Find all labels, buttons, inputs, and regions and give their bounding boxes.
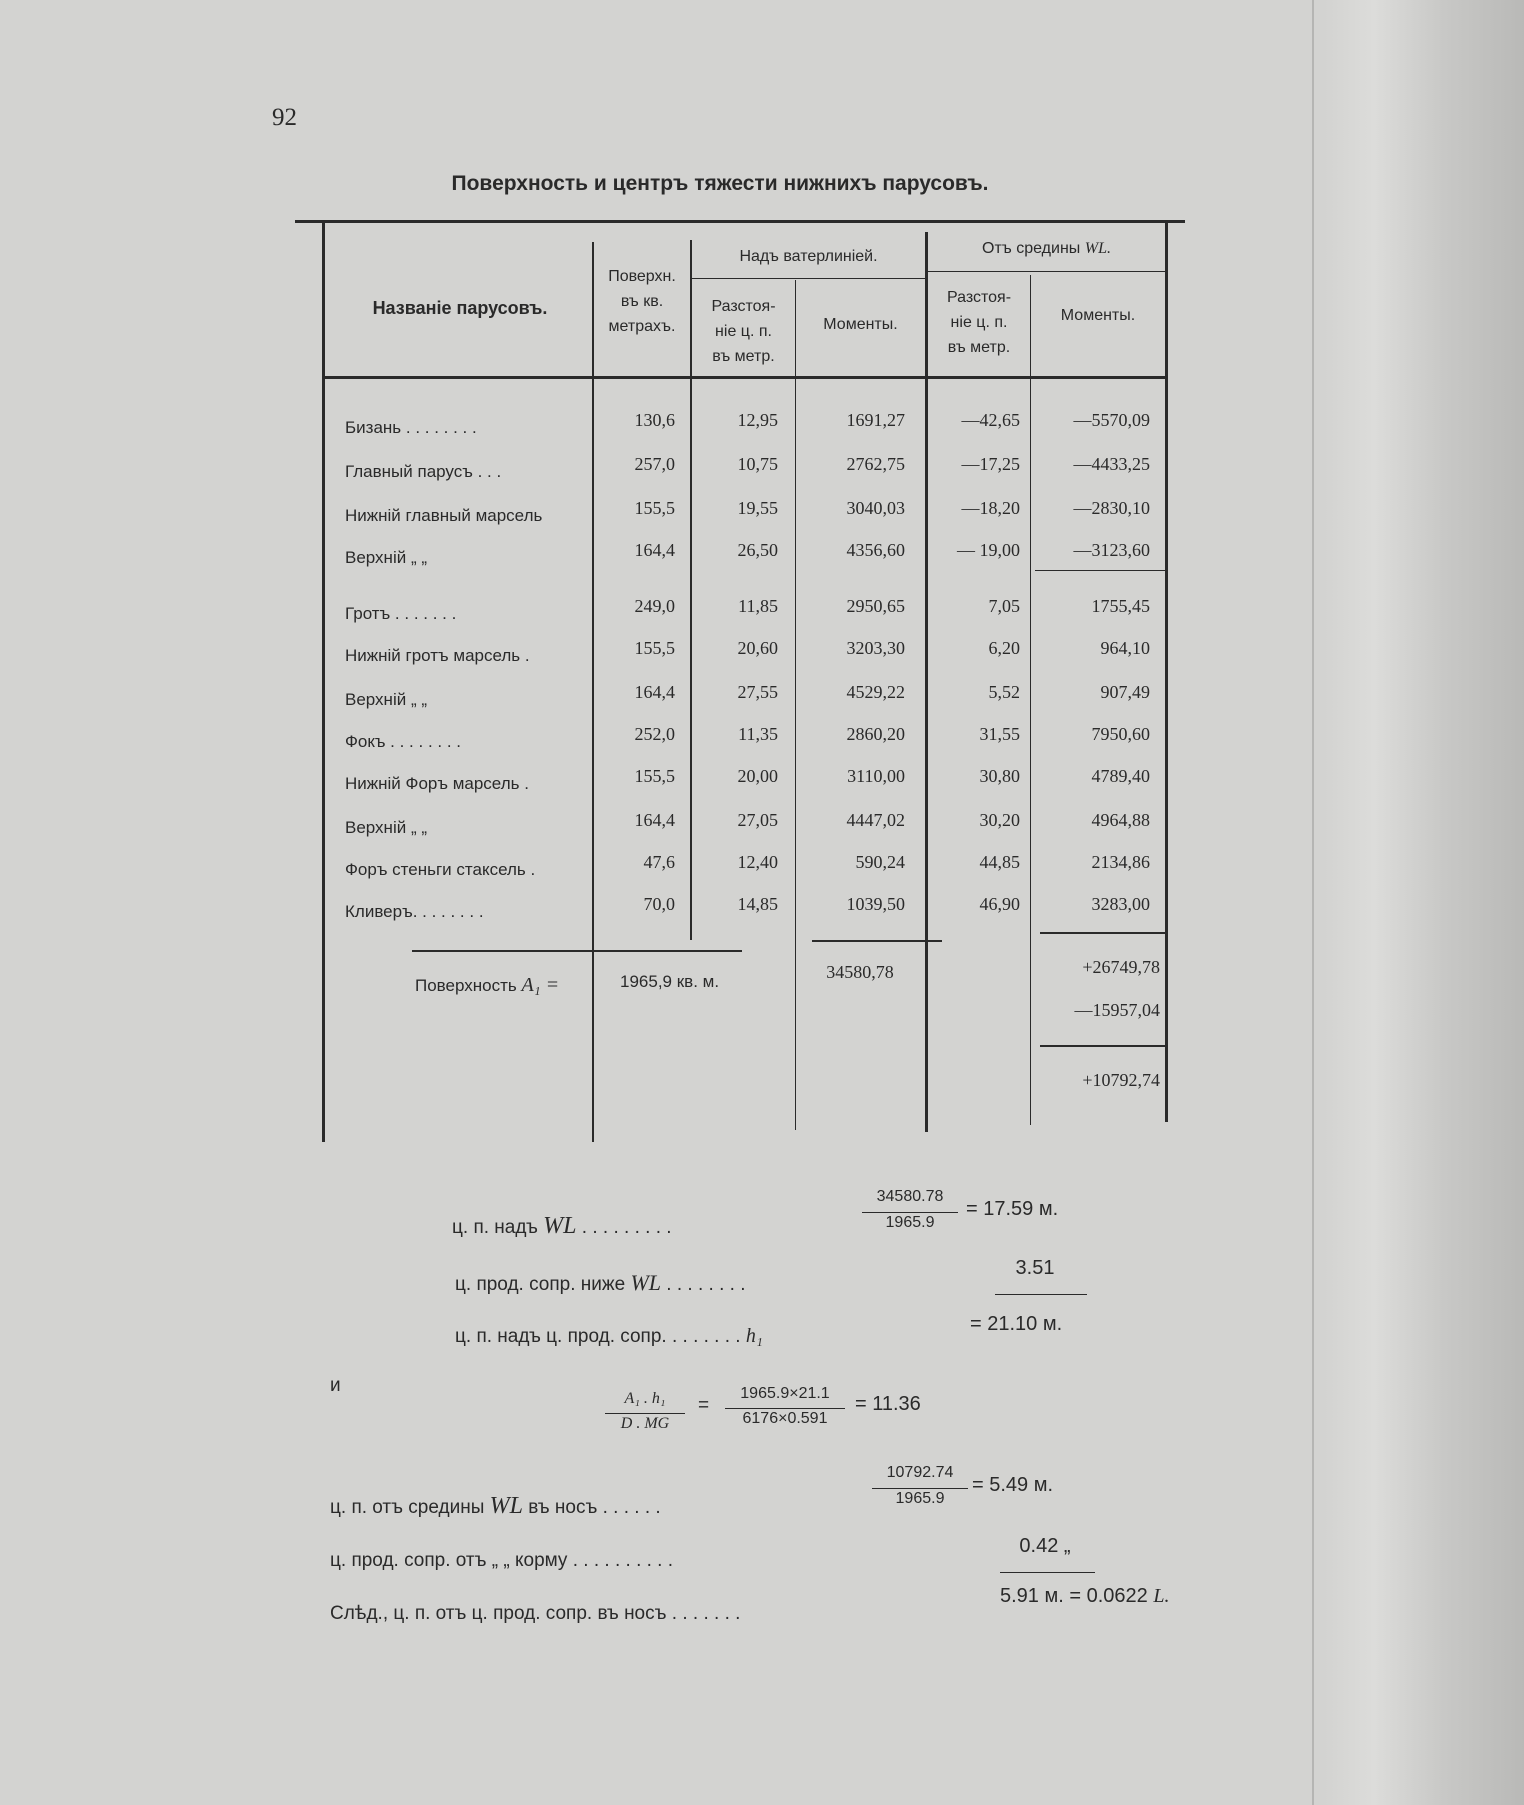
sail-name: Верхній „ „ [345,690,427,709]
moment-from-mid: —5570,09 [1073,410,1150,430]
distance-from-mid: 6,20 [988,638,1020,658]
moment-above-wl: 4356,60 [846,540,905,560]
distance-from-mid: 46,90 [979,894,1020,914]
height-above-wl: 20,00 [737,766,778,786]
surface-value: 164,4 [634,540,675,560]
sail-name: Кливеръ. . . . . . . . [345,902,484,921]
sail-name: Главный парусъ . . . [345,462,502,481]
distance-from-mid: 7,05 [988,596,1020,616]
moment-from-mid: 4964,88 [1091,810,1150,830]
book-spine-shadow [1324,0,1524,1805]
height-above-wl: 27,05 [737,810,778,830]
moment-from-mid: —2830,10 [1073,498,1150,518]
surface-value: 70,0 [643,894,675,914]
col-divider-moments-above [795,280,796,1130]
height-above-wl: 27,55 [737,682,778,702]
header-bottom-rule [325,376,1165,379]
moment-from-mid: 4789,40 [1091,766,1150,786]
sail-name: Гротъ . . . . . . . [345,604,457,623]
sail-name: Бизань . . . . . . . . [345,418,477,437]
height-above-wl: 14,85 [737,894,778,914]
sail-name: Фокъ . . . . . . . . [345,732,462,751]
height-above-wl: 12,40 [737,852,778,872]
moment-above-wl: 3110,00 [847,766,905,786]
table-left-border [322,222,325,1142]
surface-value: 155,5 [634,638,675,658]
distance-from-mid: 30,80 [979,766,1020,786]
subheader-rule-mid [928,271,1165,272]
moment-total-above: 34580,78 [826,962,894,982]
height-above-wl: 26,50 [737,540,778,560]
col-divider-wl [925,232,928,1132]
height-above-wl: 20,60 [737,638,778,658]
moment-above-wl: 1691,27 [846,410,905,430]
group-rule [1035,570,1165,571]
moment-from-mid: 7950,60 [1091,724,1150,744]
height-above-wl: 11,35 [738,724,778,744]
page-edge-line [1312,0,1314,1805]
header-moments-mid: Моменты. [1060,307,1136,324]
height-above-wl: 11,85 [738,596,778,616]
moment-above-wl: 2762,75 [846,454,905,474]
conjunction-and: и [330,1375,341,1396]
distance-from-mid: —42,65 [961,410,1020,430]
header-sail-name: Названіе парусовъ. [372,298,548,318]
height-above-wl: 12,95 [737,410,778,430]
moment-above-wl: 3203,30 [846,638,905,658]
total-rule-moments [812,940,942,942]
header-distance-mid: Разстоя- ніе ц. п. въ метр. [946,289,1012,356]
moment-above-wl: 2860,20 [846,724,905,744]
surface-total-value: 1965,9 кв. м. [620,972,720,991]
distance-from-mid: 44,85 [979,852,1020,872]
moment-above-wl: 1039,50 [846,894,905,914]
col-divider-moments-mid [1030,275,1031,1125]
sail-name: Верхній „ „ [345,818,427,837]
net-rule [1040,1045,1165,1047]
sail-name: Нижній гротъ марсель . [345,646,530,665]
sail-name: Нижній главный марсель [345,506,543,525]
sail-name: Верхній „ „ [345,548,427,567]
subheader-rule-above [692,278,925,279]
sail-name: Форъ стеньги стаксель . [345,860,536,879]
header-moments-above: Моменты. [823,316,898,333]
surface-value: 155,5 [634,498,675,518]
surface-value: 252,0 [634,724,675,744]
moment-from-mid: —3123,60 [1073,540,1150,560]
header-surface: Поверхн. въ кв. метрахъ. [608,268,676,335]
page-number: 92 [272,104,297,131]
moment-above-wl: 2950,65 [846,596,905,616]
table-right-border [1165,222,1168,1122]
distance-from-mid: —17,25 [961,454,1020,474]
distance-from-mid: — 19,00 [957,540,1020,560]
moment-above-wl: 590,24 [855,852,905,872]
surface-value: 130,6 [634,410,675,430]
height-above-wl: 10,75 [737,454,778,474]
surface-value: 155,5 [634,766,675,786]
moment-above-wl: 4447,02 [846,810,905,830]
distance-from-mid: 5,52 [988,682,1020,702]
surface-value: 47,6 [643,852,675,872]
distance-from-mid: —18,20 [961,498,1020,518]
total-rule-right [1040,932,1165,934]
negative-moment-total: —15957,04 [1074,1000,1160,1020]
surface-value: 249,0 [634,596,675,616]
net-moment-total: +10792,74 [1082,1070,1160,1090]
total-rule-left [412,950,742,952]
positive-moment-total: +26749,78 [1082,957,1160,977]
header-distance-above: Разстоя- ніе ц. п. въ метр. [711,298,776,365]
moment-from-mid: 1755,45 [1091,596,1150,616]
surface-value: 257,0 [634,454,675,474]
distance-from-mid: 31,55 [979,724,1020,744]
table-top-rule [295,220,1185,223]
sail-name: Нижній Форъ марсель . [345,774,529,793]
height-above-wl: 19,55 [737,498,778,518]
moment-above-wl: 3040,03 [846,498,905,518]
moment-from-mid: 3283,00 [1091,894,1150,914]
surface-value: 164,4 [634,682,675,702]
surface-value: 164,4 [634,810,675,830]
surface-total-label: Поверхность A₁ = [415,974,560,996]
page-title: Поверхность и центръ тяжести нижнихъ парусовъ. [451,172,989,195]
moment-from-mid: —4433,25 [1073,454,1150,474]
moment-above-wl: 4529,22 [846,682,905,702]
moment-from-mid: 2134,86 [1091,852,1150,872]
moment-from-mid: 907,49 [1100,682,1150,702]
header-from-middle-wl: Отъ средины WL. [982,240,1111,257]
distance-from-mid: 30,20 [979,810,1020,830]
moment-from-mid: 964,10 [1100,638,1150,658]
header-above-waterline: Надъ ватерлиніей. [739,248,878,265]
